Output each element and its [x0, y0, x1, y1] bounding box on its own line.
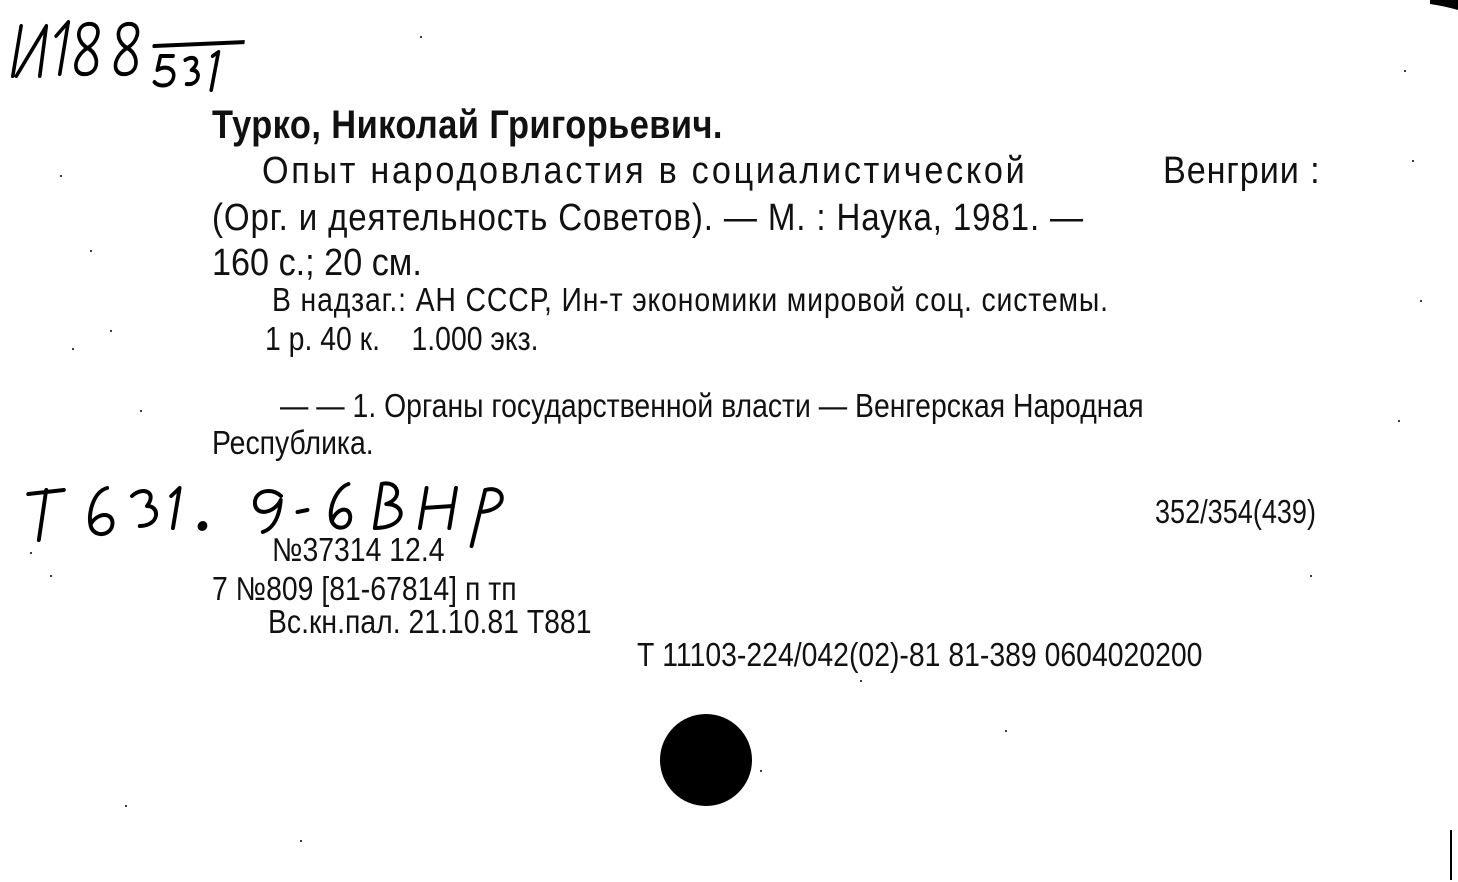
- card-number: №37314 12.4: [272, 531, 445, 568]
- title-line-2: (Орг. и деятельность Советов). — М. : Наука, 1981. —: [212, 197, 1084, 239]
- scan-speck: [30, 552, 32, 554]
- scan-speck: [1404, 70, 1406, 72]
- subject-heading-line-1: — — 1. Органы государственной власти — Венгерская Народная: [280, 387, 1144, 424]
- scan-speck: [420, 36, 422, 38]
- right-edge-mark: [1448, 830, 1454, 880]
- price-and-print-run: 1 р. 40 к. 1.000 экз.: [265, 320, 539, 357]
- handwritten-call-number: [4, 6, 248, 111]
- scan-speck: [60, 175, 62, 177]
- book-chamber-stamp: Вс.кн.пал. 21.10.81 Т881: [268, 603, 592, 640]
- scan-speck: [300, 840, 302, 842]
- catalog-code: Т 11103-224/042(02)-81 81-389 0604020200: [637, 636, 1203, 673]
- physical-description: 160 с.; 20 см.: [212, 242, 422, 284]
- scan-speck: [140, 410, 142, 412]
- scan-speck: [1310, 575, 1312, 577]
- title-line-1: Опыт народовластия в социалистической: [262, 150, 1028, 192]
- punch-hole: [660, 714, 752, 806]
- card-corner-mark: [1430, 0, 1458, 40]
- scan-speck: [90, 250, 92, 252]
- scan-speck: [1398, 420, 1400, 422]
- scan-speck: [860, 680, 862, 682]
- order-number: 7 №809 [81-67814] п тп: [212, 570, 517, 607]
- scan-speck: [72, 348, 74, 350]
- series-note: В надзаг.: АН СССР, Ин-т экономики мировой соц. системы.: [272, 281, 1109, 318]
- title-line-1-end: Венгрии :: [1163, 150, 1321, 192]
- scan-speck: [1005, 730, 1007, 732]
- subject-heading-line-2: Республика.: [212, 424, 374, 461]
- scan-speck: [50, 575, 52, 577]
- udc-index: 352/354(439): [1155, 493, 1316, 530]
- scan-speck: [110, 330, 112, 332]
- scan-speck: [1412, 160, 1414, 162]
- handwritten-call-number-glyphs: [5, 6, 248, 96]
- scan-speck: [760, 770, 762, 772]
- author-heading: Турко, Николай Григорьевич.: [212, 103, 723, 147]
- scan-speck: [1420, 300, 1422, 302]
- scan-speck: [125, 805, 127, 807]
